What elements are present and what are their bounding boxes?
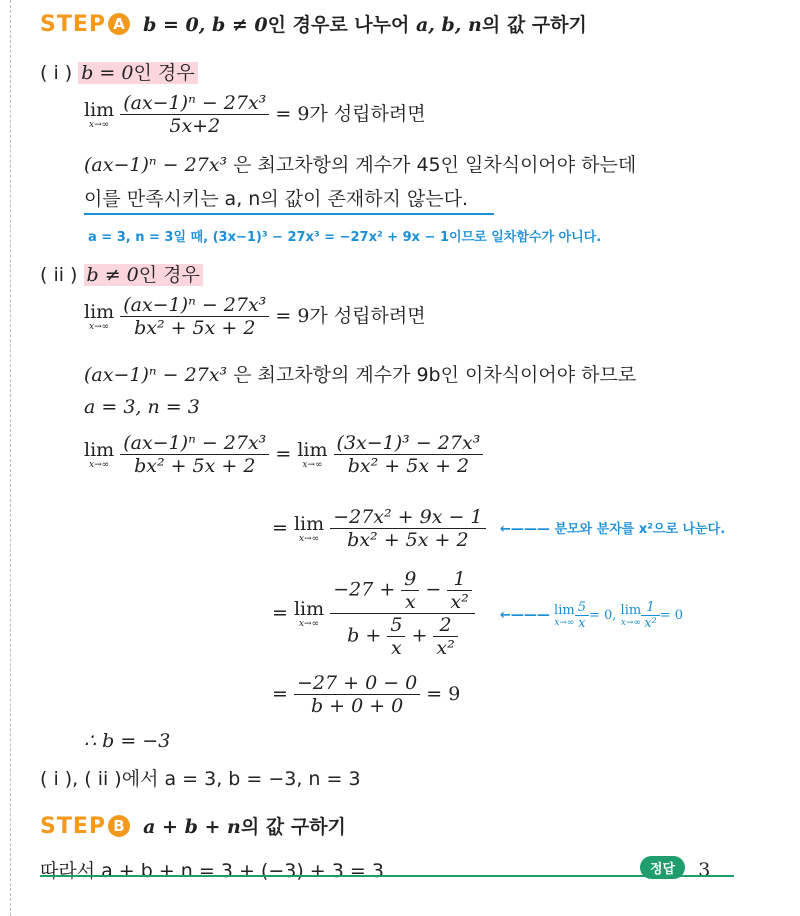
lim-subscript: x→∞: [298, 533, 320, 544]
case2-line3: [84, 396, 200, 418]
final-text: 따라서 a + b + n = 3 + (−3) + 3 = 3: [40, 860, 384, 882]
eq1-lim-right: [297, 440, 327, 470]
case2-line2-text: 은 최고차항의 계수가 9b인 이차식이어야 하므로: [233, 364, 637, 386]
case2-limit-equation: [84, 294, 426, 339]
bottom-divider: [40, 875, 734, 877]
eq3-note-frac2-top: 1: [646, 600, 655, 615]
eq3-den-frac1: [387, 614, 405, 659]
eq4-denominator: b + 0 + 0: [294, 694, 420, 717]
step-b-title: 의 값 구하기: [240, 816, 346, 838]
answer-value: 3: [698, 859, 711, 881]
answer-area: [640, 856, 710, 881]
summary-line: [40, 764, 361, 791]
case2-eq1: [84, 432, 483, 477]
case2-condition: b ≠ 0: [86, 264, 139, 286]
eq3-den-frac2-bottom: x²: [433, 636, 457, 659]
eq2-lim: [294, 514, 324, 544]
therefore-line: [84, 730, 170, 752]
case2-eq3: [272, 568, 475, 659]
final-line: [40, 856, 384, 883]
lim-subscript: x→∞: [620, 617, 641, 628]
case1-condition-highlight: [78, 62, 197, 84]
eq3-den-plus: +: [405, 624, 434, 647]
case1-limit-equation: [84, 92, 426, 137]
lim-word: lim: [84, 98, 115, 121]
step-a-vars: a, b, n: [415, 14, 482, 36]
eq3-note-frac1-top: 5: [577, 600, 586, 615]
eq3-note-frac2-bottom: x²: [641, 615, 660, 631]
eq3-den-frac2-top: 2: [439, 614, 452, 636]
case2-eq4: [272, 672, 460, 717]
eq3-note-lim1: [554, 604, 575, 628]
eq3-num-minus: −: [419, 578, 448, 601]
case1-note-text: a = 3, n = 3일 때, (3x−1)³ − 27x³ = −27x² + 9x − 1이므로 일차함수가 아니다.: [88, 230, 602, 245]
eq3-lim: [294, 599, 324, 629]
case2-lim: [84, 302, 114, 332]
eq1-equals: =: [275, 443, 292, 465]
case2-line2: [84, 360, 636, 387]
lim-subscript: x→∞: [89, 459, 110, 470]
step-a-title-suffix: 의 값 구하기: [481, 14, 587, 36]
case1-fraction: [120, 92, 269, 137]
eq4-result: = 9: [426, 683, 461, 705]
step-b-label: STEP: [40, 814, 107, 839]
eq1-right-numerator: (3x−1)³ − 27x³: [336, 432, 481, 454]
arrow-left-icon: ←———: [500, 608, 550, 623]
eq3-num-frac2: [447, 568, 471, 613]
step-b-circle: B: [108, 815, 130, 837]
case2-line2-expression: (ax−1)ⁿ − 27x³: [84, 364, 228, 386]
case1-header: [40, 58, 198, 85]
lim-word: lim: [84, 300, 115, 323]
arrow-left-icon: ←———: [500, 522, 550, 537]
case2-denominator: bx² + 5x + 2: [120, 316, 269, 339]
eq3-num-frac1-top: 9: [404, 568, 417, 590]
eq3-num-frac2-top: 1: [453, 568, 466, 590]
lim-subscript: x→∞: [554, 617, 575, 628]
eq3-fraction: [330, 568, 475, 659]
eq3-note: [500, 600, 683, 631]
case1-line3-text: 이를 만족시키는 a, n의 값이 존재하지 않는다.: [84, 188, 469, 210]
case2-label: ( ii ): [40, 264, 78, 286]
case1-condition-suffix: 인 경우: [133, 62, 195, 84]
eq3-note-lim2: [621, 604, 642, 628]
case1-line2-expression: (ax−1)ⁿ − 27x³: [84, 154, 228, 176]
lim-subscript: x→∞: [302, 459, 323, 470]
eq3-den-frac1-bottom: x: [387, 636, 405, 659]
case2-numerator: (ax−1)ⁿ − 27x³: [123, 294, 267, 316]
eq1-lim-left: [84, 440, 114, 470]
lim-word: lim: [620, 602, 642, 618]
case1-line3: [84, 184, 494, 215]
eq2-numerator: −27x² + 9x − 1: [333, 506, 483, 528]
eq3-den-term1: b +: [347, 624, 388, 647]
eq4-numerator: −27 + 0 − 0: [296, 672, 418, 694]
answer-badge: 정답: [640, 856, 685, 879]
case2-condition-suffix: 인 경우: [138, 264, 200, 286]
eq2-fraction: [330, 506, 485, 551]
eq3-numerator: [330, 568, 475, 613]
step-a-condition: b = 0, b ≠ 0: [143, 14, 268, 36]
lim-subscript: x→∞: [89, 321, 110, 332]
case2-fraction: [120, 294, 269, 339]
step-a-label: STEP: [40, 12, 107, 37]
eq3-den-frac1-top: 5: [390, 614, 403, 636]
eq3-note-eq2: = 0: [659, 608, 684, 623]
case1-note: [88, 226, 601, 245]
eq3-den-frac2: [433, 614, 457, 659]
lim-word: lim: [293, 597, 325, 620]
lim-subscript: x→∞: [298, 618, 320, 629]
lim-word: lim: [554, 602, 575, 618]
case2-header: [40, 260, 203, 287]
case1-lim: [84, 100, 114, 130]
eq1-left-fraction: [120, 432, 269, 477]
eq2-equals: =: [272, 517, 288, 539]
case2-result-suffix: 가 성립하려면: [309, 305, 426, 327]
eq3-num-frac1-bottom: x: [401, 590, 419, 613]
eq1-left-numerator: (ax−1)ⁿ − 27x³: [123, 432, 267, 454]
eq3-num-term1: −27 +: [333, 578, 402, 601]
step-a-title: 인 경우로 나누어: [267, 14, 416, 36]
case1-result: = 9: [275, 103, 310, 125]
lim-word: lim: [84, 438, 115, 461]
case1-condition: b = 0: [81, 62, 134, 84]
eq3-num-frac2-bottom: x²: [447, 590, 471, 613]
eq1-right-fraction: [334, 432, 484, 477]
lim-word: lim: [297, 438, 328, 461]
eq3-note-frac2: [641, 600, 660, 631]
eq2-denominator: bx² + 5x + 2: [330, 528, 485, 551]
case1-label: ( i ): [40, 62, 73, 84]
eq3-num-frac1: [401, 568, 419, 613]
eq3-note-eq1: = 0,: [588, 608, 621, 623]
eq4-fraction: [294, 672, 420, 717]
step-a-header: [40, 10, 587, 37]
lim-subscript: x→∞: [89, 119, 110, 130]
therefore-text: ∴ b = −3: [84, 730, 171, 752]
case2-values: a = 3, n = 3: [84, 396, 200, 418]
case1-line2-text: 은 최고차항의 계수가 45인 일차식이어야 하는데: [233, 154, 637, 176]
eq3-equals: =: [272, 602, 288, 624]
eq2-note: [500, 518, 725, 537]
summary-text: ( i ), ( ii )에서 a = 3, b = −3, n = 3: [40, 768, 361, 790]
case2-result: = 9: [275, 305, 310, 327]
eq3-note-frac1: [575, 600, 589, 631]
eq3-note-frac1-bottom: x: [575, 615, 589, 631]
case1-denominator: 5x+2: [120, 114, 269, 137]
step-a-circle: A: [108, 13, 130, 35]
eq1-right-denominator: bx² + 5x + 2: [334, 454, 484, 477]
step-b-expression: a + b + n: [143, 816, 241, 838]
eq4-equals: =: [272, 683, 288, 705]
case1-result-suffix: 가 성립하려면: [309, 103, 426, 125]
case1-numerator: (ax−1)ⁿ − 27x³: [123, 92, 267, 114]
eq3-denominator: [330, 613, 475, 659]
eq2-note-text: 분모와 분자를 x²으로 나눈다.: [554, 522, 726, 537]
eq1-left-denominator: bx² + 5x + 2: [120, 454, 269, 477]
case1-line2: [84, 150, 636, 177]
step-b-header: [40, 812, 346, 839]
lim-word: lim: [293, 512, 325, 535]
margin-dashed-line: [10, 0, 11, 916]
case2-eq2: [272, 506, 486, 551]
case2-condition-highlight: [84, 264, 203, 286]
